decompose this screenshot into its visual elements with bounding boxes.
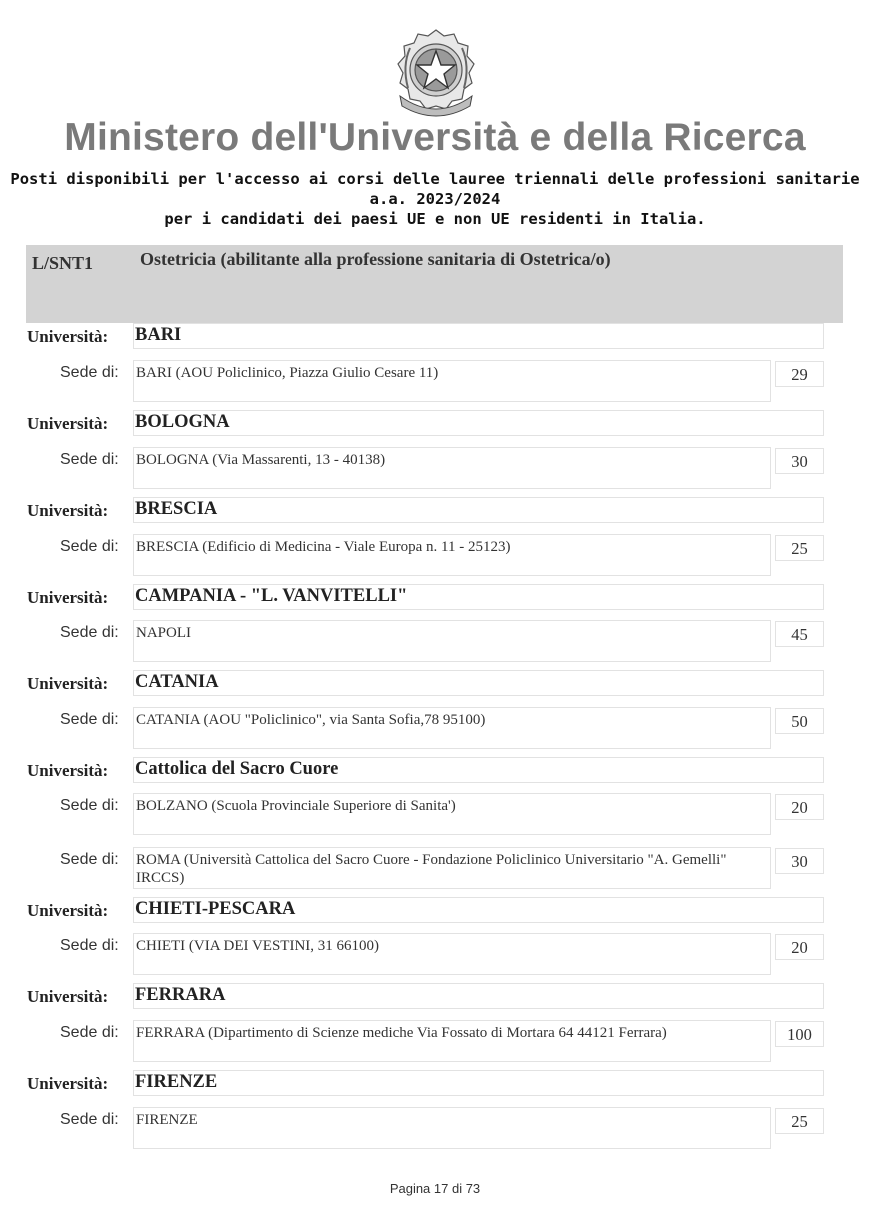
university-name: Cattolica del Sacro Cuore [135, 759, 339, 779]
sede-label: Sede di: [60, 797, 119, 814]
university-field [133, 410, 824, 436]
sede-text: FERRARA (Dipartimento di Scienze mediche Via Fossato di Mortara 64 44121 Ferrara) [136, 1025, 667, 1041]
sede-text: FIRENZE [136, 1112, 198, 1128]
posti-value: 30 [791, 452, 808, 471]
university-field [133, 983, 824, 1009]
sede-label: Sede di: [60, 451, 119, 468]
university-name: BOLOGNA [135, 412, 230, 432]
university-name: CAMPANIA - "L. VANVITELLI" [135, 586, 408, 606]
posti-value: 100 [787, 1025, 812, 1044]
sede-text: ROMA (Università Cattolica del Sacro Cuore - Fondazione Policlinico Universitario "A. Gemelli" IRCCS) [136, 852, 727, 886]
sede-text: NAPOLI [136, 625, 191, 641]
posti-value: 20 [791, 798, 808, 817]
sede-label: Sede di: [60, 364, 119, 381]
university-label: Università: [27, 588, 109, 607]
university-field [133, 670, 824, 696]
posti-value: 30 [791, 852, 808, 871]
university-label: Università: [27, 761, 109, 780]
posti-value: 25 [791, 539, 808, 558]
university-label: Università: [27, 674, 109, 693]
sede-label: Sede di: [60, 851, 119, 868]
subtitle-line-1: Posti disponibili per l'accesso ai corsi delle lauree triennali delle professioni sanitarie [10, 170, 860, 188]
university-label: Università: [27, 414, 109, 433]
university-label: Università: [27, 501, 109, 520]
posti-value: 20 [791, 938, 808, 957]
university-label: Università: [27, 987, 109, 1006]
university-label: Università: [27, 327, 109, 346]
posti-value: 25 [791, 1112, 808, 1131]
posti-value: 45 [791, 625, 808, 644]
university-name: BARI [135, 325, 182, 345]
university-name: FERRARA [135, 985, 226, 1005]
university-name: CATANIA [135, 672, 219, 692]
sede-label: Sede di: [60, 1111, 119, 1128]
posti-value: 50 [791, 712, 808, 731]
university-field [133, 323, 824, 349]
subtitle-line-3: per i candidati dei paesi UE e non UE residenti in Italia. [164, 210, 706, 228]
sede-label: Sede di: [60, 624, 119, 641]
course-name: Ostetricia (abilitante alla professione sanitaria di Ostetrica/o) [140, 249, 611, 269]
university-field [133, 497, 824, 523]
sede-text: BOLZANO (Scuola Provinciale Superiore di Sanita') [136, 798, 456, 814]
sede-text: BARI (AOU Policlinico, Piazza Giulio Cesare 11) [136, 365, 439, 381]
sede-label: Sede di: [60, 1024, 119, 1041]
page-number: Pagina 17 di 73 [389, 1181, 481, 1196]
university-name: FIRENZE [135, 1072, 218, 1092]
sede-text: BRESCIA (Edificio di Medicina - Viale Europa n. 11 - 25123) [136, 539, 511, 555]
subtitle-line-2: a.a. 2023/2024 [369, 190, 501, 208]
university-name: CHIETI-PESCARA [135, 899, 296, 919]
sede-text: BOLOGNA (Via Massarenti, 13 - 40138) [136, 452, 386, 468]
ministry-title: Ministero dell'Università e della Ricerca [64, 116, 806, 159]
sede-label: Sede di: [60, 711, 119, 728]
republic-emblem-icon [392, 26, 480, 118]
university-label: Università: [27, 901, 109, 920]
course-code: L/SNT1 [32, 253, 94, 273]
course-header [26, 245, 843, 323]
university-field [133, 1070, 824, 1096]
university-name: BRESCIA [135, 499, 218, 519]
posti-value: 29 [791, 365, 808, 384]
university-label: Università: [27, 1074, 109, 1093]
sede-text: CATANIA (AOU "Policlinico", via Santa Sofia,78 95100) [136, 712, 486, 728]
sede-label: Sede di: [60, 538, 119, 555]
sede-label: Sede di: [60, 937, 119, 954]
sede-text: CHIETI (VIA DEI VESTINI, 31 66100) [136, 938, 380, 954]
